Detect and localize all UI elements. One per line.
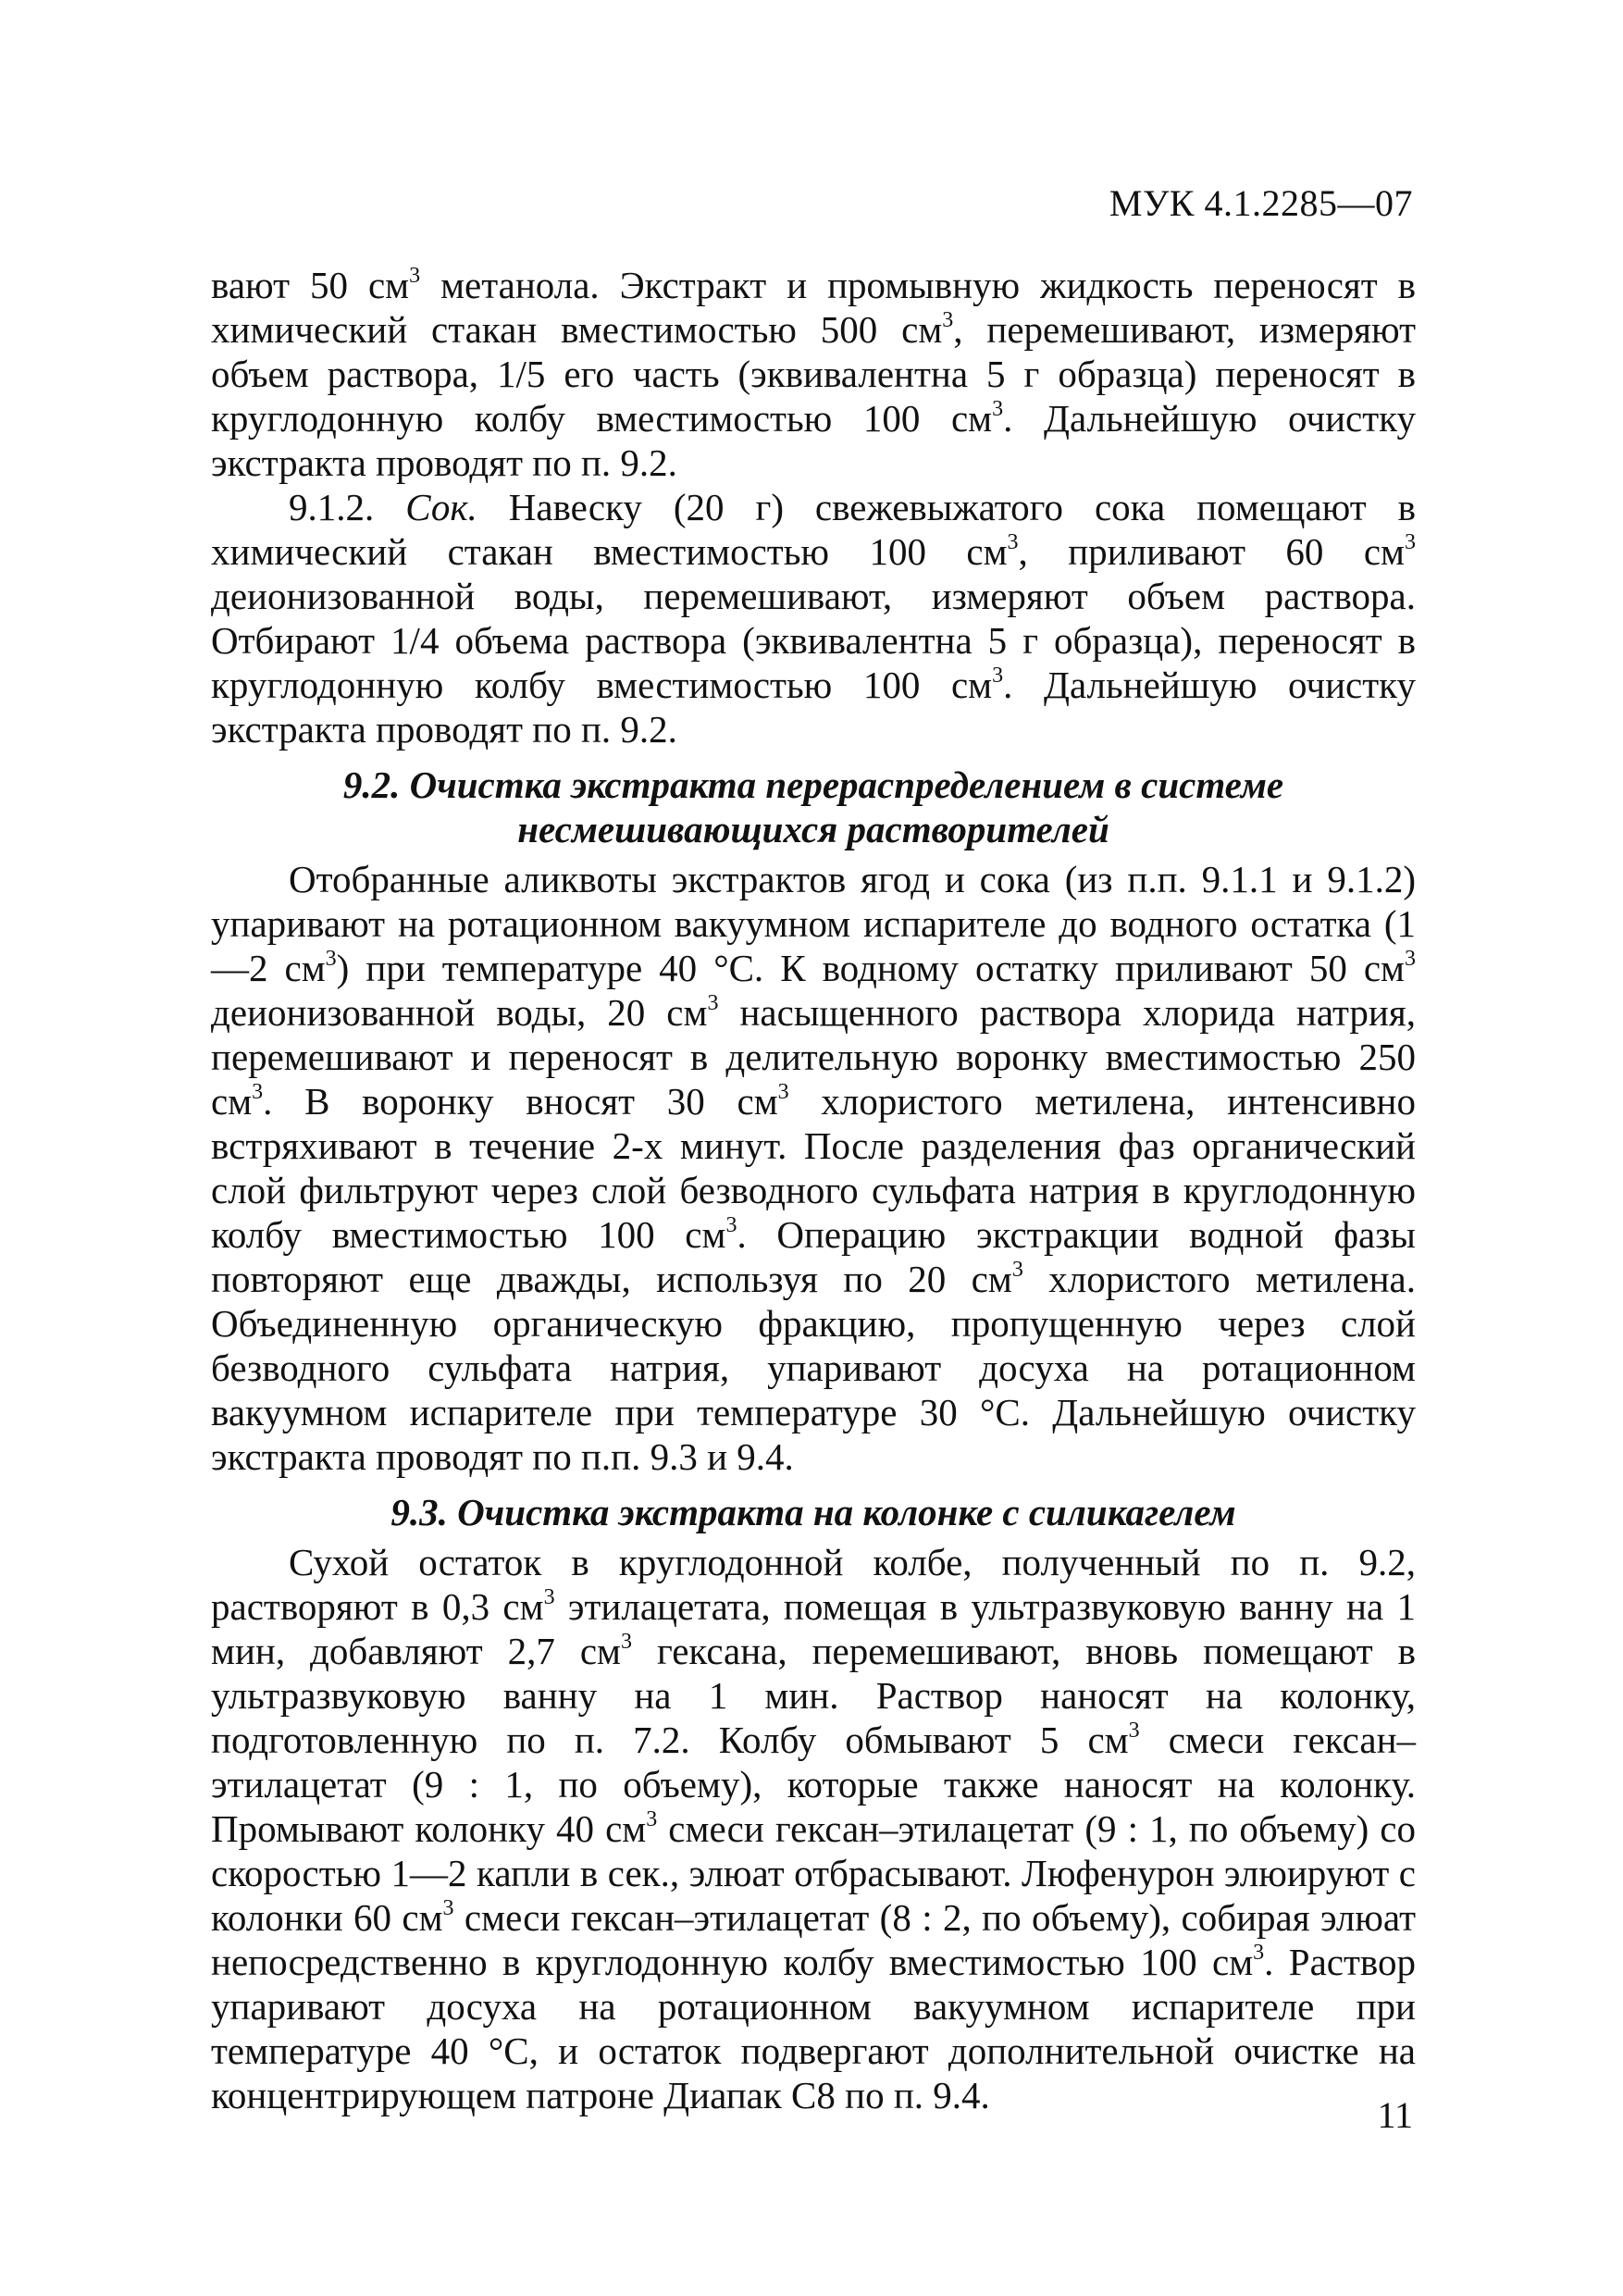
- paragraph-section-9-2: Отобранные аликвоты экстрактов ягод и сока (из п.п. 9.1.1 и 9.1.2) упаривают на ротационном вакуумном испарителе до водного остатка (1—2 $см^3$) при температуре 40 °С. К водному остатку приливают 50 $см^3$ деионизованной воды, 20 $см^3$ насыщенного раствора хлорида натрия, перемешивают и переносят в делительную воронку вместимостью 250 $см^3$. В воронку вносят 30 $см^3$ хлористого метилена, интенсивно встряхивают в течение 2-х минут. После разделения фаз органический слой фильтруют через слой безводного сульфата натрия в круглодонную колбу вместимостью 100 $см^3$. Операцию экстракции водной фазы повторяют еще дважды, используя по 20 $см^3$ хлористого метилена. Объединенную органическую фракцию, пропущенную через слой безводного сульфата натрия, упаривают досуха на ротационном вакуумном испарителе при температуре 30 °С. Дальнейшую очистку экстракта проводят по п.п. 9.3 и 9.4.: [211, 858, 1416, 1478]
- page-number: 11: [1377, 2094, 1413, 2136]
- document-body: [211, 263, 1416, 2117]
- paragraph-juice: 9.1.2. Сок. Навеску (20 г) свежевыжатого сока помещают в химический стакан вместимостью 100 $см^3$, приливают 60 $см^3$ деионизованной воды, перемешивают, измеряют объем раствора. Отбирают 1/4 объема раствора (эквивалентна 5 г образца), переносят в круглодонную колбу вместимостью 100 $см^3$. Дальнейшую очистку экстракта проводят по п. 9.2.: [211, 486, 1416, 751]
- section-heading-9-2: 9.2. Очистка экстракта перераспределением в системе несмешивающихся растворителей: [342, 763, 1284, 850]
- document-code-header: МУК 4.1.2285—07: [1109, 182, 1413, 224]
- paragraph-section-9-3: Сухой остаток в круглодонной колбе, полученный по п. 9.2, растворяют в 0,3 $см^3$ этилацетата, помещая в ультразвуковую ванну на 1 мин, добавляют 2,7 $см^3$ гексана, перемешивают, вновь помещают в ультразвуковую ванну на 1 мин. Раствор наносят на колонку, подготовленную по п. 7.2. Колбу обмывают 5 $см^3$ смеси гексан–этилацетат (9 : 1, по объему), которые также наносят на колонку. Промывают колонку 40 $см^3$ смеси гексан–этилацетат (9 : 1, по объему) со скоростью 1—2 капли в сек., элюат отбрасывают. Люфенурон элюируют с колонки 60 $см^3$ смеси гексан–этилацетат (8 : 2, по объему), собирая элюат непосредственно в круглодонную колбу вместимостью 100 $см^3$. Раствор упаривают досуха на ротационном вакуумном испарителе при температуре 40 °С, и остаток подвергают дополнительной очистке на концентрирующем патроне Диапак С8 по п. 9.4.: [211, 1541, 1417, 2116]
- section-heading-9-3: 9.3. Очистка экстракта на колонке с силикагелем: [390, 1491, 1236, 1533]
- paragraph-continuation: вают 50 $см^3$ метанола. Экстракт и промывную жидкость переносят в химический стакан вместимостью 500 $см^3$, перемешивают, измеряют объем раствора, 1/5 его часть (эквивалентна 5 г образца) переносят в круглодонную колбу вместимостью 100 $см^3$. Дальнейшую очистку экстракта проводят по п. 9.2.: [211, 264, 1416, 484]
- term-juice: Сок.: [405, 486, 477, 528]
